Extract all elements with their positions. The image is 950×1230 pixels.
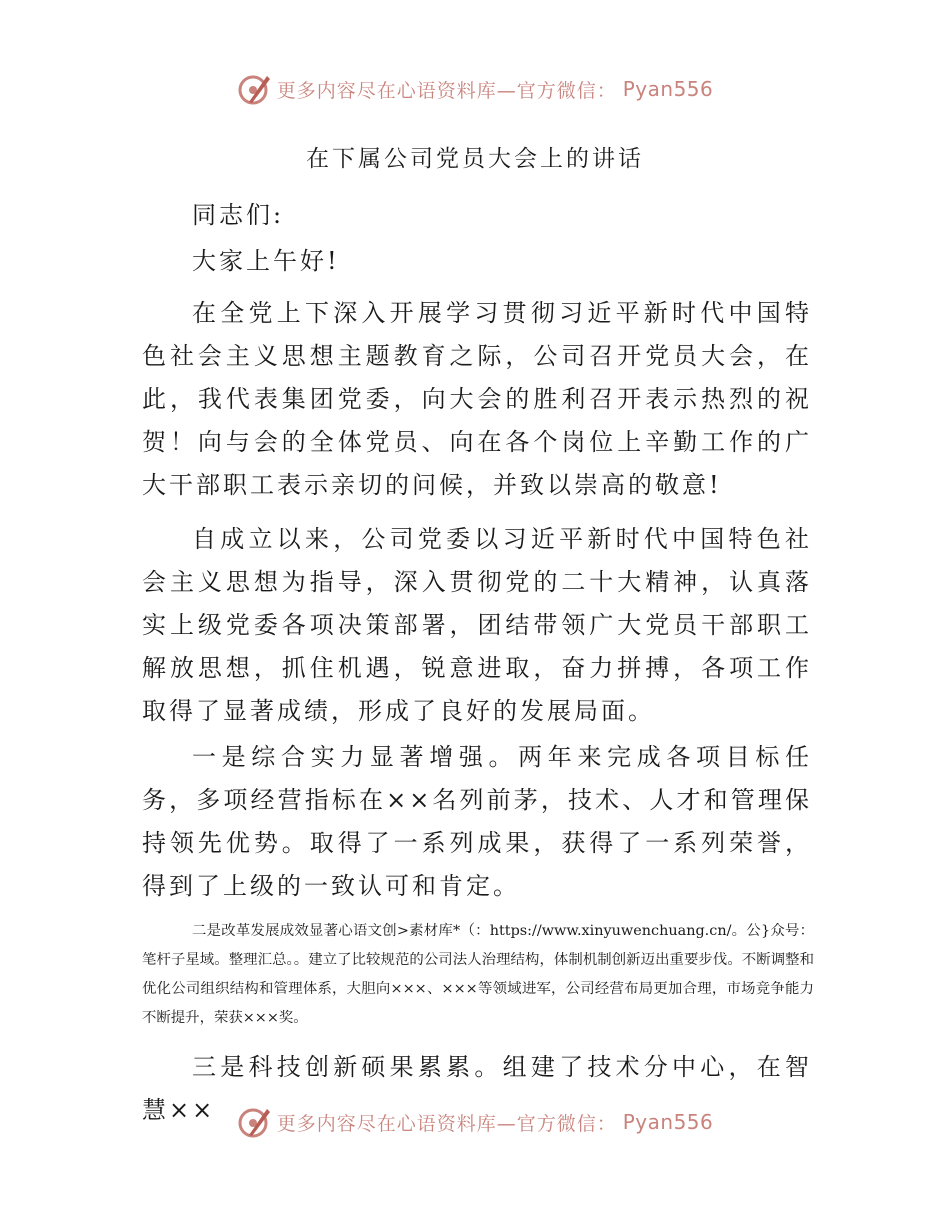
pen-logo-icon	[237, 72, 271, 106]
pen-logo-icon	[237, 1105, 271, 1139]
watermark-text: 更多内容尽在心语资料库—官方微信：	[276, 79, 617, 102]
watermark-header	[0, 72, 950, 106]
document-title: 在下属公司党员大会上的讲话	[306, 146, 644, 172]
watermark-wechat-id: Pyan556	[622, 1110, 714, 1134]
greeting-line: 大家上午好!	[192, 247, 340, 275]
paragraph: 一是综合实力显著增强。两年来完成各项目标任务，多项经营指标在××名列前茅，技术、人才和管理保持领先优势。取得了一系列成果，获得了一系列荣誉，得到了上级的一致认可和肯定。	[142, 743, 812, 900]
watermark-footer	[0, 1105, 950, 1139]
paragraph-small-print: 二是改革发展成效显著心语文创>素材库*（：https://www.xinyuwenchuang.cn/。公}众号：笔杆子星域。整理汇总。。建立了比较规范的公司法人治理结构，体制机制创新迈出重要步伐。不断调整和优化公司组织结构和管理体系，大胆向×××、×××等领域进军，公司经营布局更加合理，市场竞争能力不断提升，荣获×××奖。	[142, 923, 814, 1026]
watermark-wechat-id: Pyan556	[622, 77, 714, 101]
watermark-text: 更多内容尽在心语资料库—官方微信：	[276, 1112, 617, 1135]
greeting-line: 同志们:	[192, 201, 285, 229]
paragraph: 三是科技创新硕果累累。组建了技术分中心，在智慧××	[142, 1053, 812, 1124]
paragraph: 自成立以来，公司党委以习近平新时代中国特色社会主义思想为指导，深入贯彻党的二十大精神，认真落实上级党委各项决策部署，团结带领广大党员干部职工解放思想，抓住机遇，锐意进取，奋力拼搏，各项工作取得了显著成绩，形成了良好的发展局面。	[142, 525, 812, 725]
paragraph: 在全党上下深入开展学习贯彻习近平新时代中国特色社会主义思想主题教育之际，公司召开党员大会，在此，我代表集团党委，向大会的胜利召开表示热烈的祝贺！向与会的全体党员、向在各个岗位上辛勤工作的广大干部职工表示亲切的问候，并致以崇高的敬意!	[142, 299, 812, 499]
